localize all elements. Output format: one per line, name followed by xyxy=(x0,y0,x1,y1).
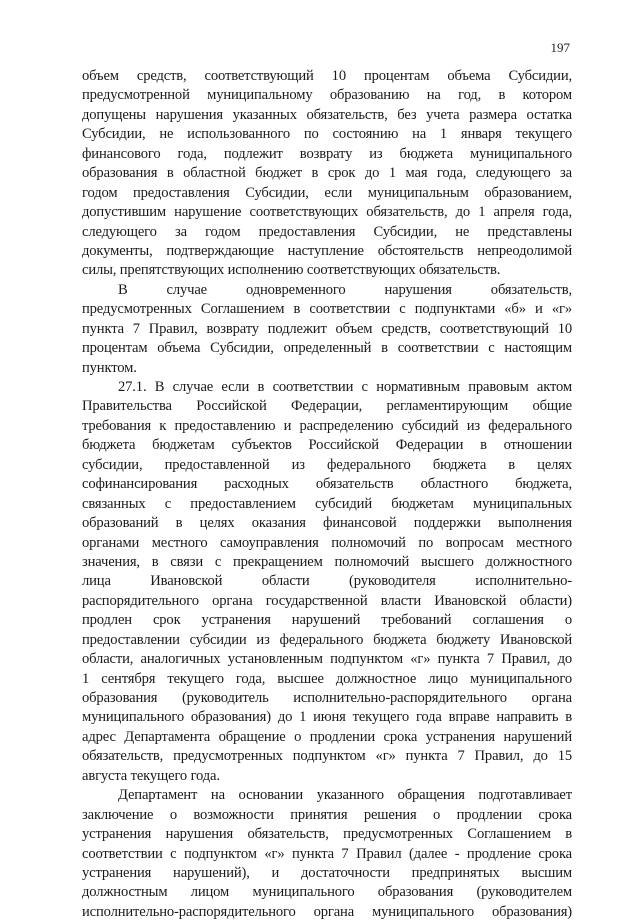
text-line: силы, препятствующих исполнению соответствующих обязательств. xyxy=(82,262,501,279)
text-line: Субсидии, не использованного по состоянию на 1 января текущего xyxy=(82,126,572,143)
text-line: предоставлении субсидии из федерального бюджета бюджету Ивановской xyxy=(82,631,572,648)
text-line: значения, в связи с прекращением полномочий высшего должностного xyxy=(82,553,572,570)
text-line: заключение о возможности принятия решения о продлении срока xyxy=(82,806,572,823)
text-line: лица Ивановской области (руководителя исполнительно- xyxy=(82,573,572,590)
text-line: 27.1. В случае если в соответствии с нормативным правовым актом xyxy=(118,379,572,395)
text-line: В случае одновременного нарушения обязательств, xyxy=(118,281,572,298)
text-line: финансового года, подлежит возврату из бюджета муниципального xyxy=(82,145,572,162)
text-line: допустившим нарушение соответствующих обязательств, до 1 апреля года, xyxy=(82,204,572,221)
text-line: документы, подтверждающие наступление обстоятельств непреодолимой xyxy=(82,242,572,259)
text-line: предусмотренной муниципальному образованию на год, в котором xyxy=(82,87,572,104)
text-line: Правительства Российской Федерации, регламентирующим общие xyxy=(82,398,572,415)
text-line: обязательств, предусмотренных подпунктом «г» пункта 7 Правил, до 15 xyxy=(82,748,572,765)
text-line: устранения нарушений), и достаточности предпринятых высшим xyxy=(82,864,572,881)
body-text xyxy=(82,67,572,922)
text-line: образования (руководитель исполнительно-распорядительного органа xyxy=(82,690,572,706)
text-line: распорядительного органа государственной власти Ивановской области) xyxy=(82,592,572,609)
text-line: области, аналогичных установленным подпунктом «г» пункта 7 Правил, до xyxy=(82,651,572,668)
text-line: субсидии, предоставленной из федерального бюджета в целях xyxy=(82,456,572,473)
text-line: софинансирования расходных обязательств областного бюджета, xyxy=(82,476,572,493)
text-line: продлен срок устранения нарушений требований соглашения о xyxy=(82,612,572,629)
text-line: процентам объема Субсидии, определенный в соответствии с настоящим xyxy=(82,340,572,357)
text-line: годом предоставления Субсидии, если муниципальным образованием, xyxy=(82,184,572,201)
text-line: органами местного самоуправления полномочий по вопросам местного xyxy=(82,534,572,551)
text-line: требования к предоставлению и распределению субсидий из федерального xyxy=(82,417,572,434)
text-line: бюджета бюджетам субъектов Российской Федерации в отношении xyxy=(82,437,572,454)
text-line: августа текущего года. xyxy=(82,767,220,784)
text-line: адрес Департамента обращение о продлении срока устранения нарушений xyxy=(82,728,572,745)
text-line: должностным лицом муниципального образования (руководителем xyxy=(82,884,572,901)
text-line: образований в целях оказания финансовой поддержки выполнения xyxy=(82,515,572,532)
page-number: 197 xyxy=(550,40,570,55)
text-line: устранения нарушения обязательств, предусмотренных Соглашением в xyxy=(82,826,572,843)
text-line: пункта 7 Правил, возврату подлежит объем средств, соответствующий 10 xyxy=(82,320,572,337)
text-line: исполнительно-распорядительного органа муниципального образования) xyxy=(82,903,572,920)
text-line: объем средств, соответствующий 10 процентам объема Субсидии, xyxy=(82,68,572,84)
text-line: образования в областной бюджет в срок до 1 мая года, следующего за xyxy=(82,165,572,182)
text-line: Департамент на основании указанного обращения подготавливает xyxy=(118,787,572,804)
text-line: допущены нарушения указанных обязательств, без учета размера остатка xyxy=(82,106,572,123)
text-line: соответствии с подпунктом «г» пункта 7 Правил (далее - продление срока xyxy=(82,845,572,862)
text-line: следующего за годом предоставления Субсидии, не представлены xyxy=(82,223,572,240)
text-line: предусмотренных Соглашением в соответствии с подпунктами «б» и «г» xyxy=(82,301,572,318)
text-line: муниципального образования) до 1 июня текущего года вправе направить в xyxy=(82,709,572,726)
text-line: связанных с предоставлением субсидий бюджетам муниципальных xyxy=(82,495,572,512)
text-line: пунктом. xyxy=(82,359,137,376)
text-line: 1 сентября текущего года, высшее должностное лицо муниципального xyxy=(82,670,572,687)
